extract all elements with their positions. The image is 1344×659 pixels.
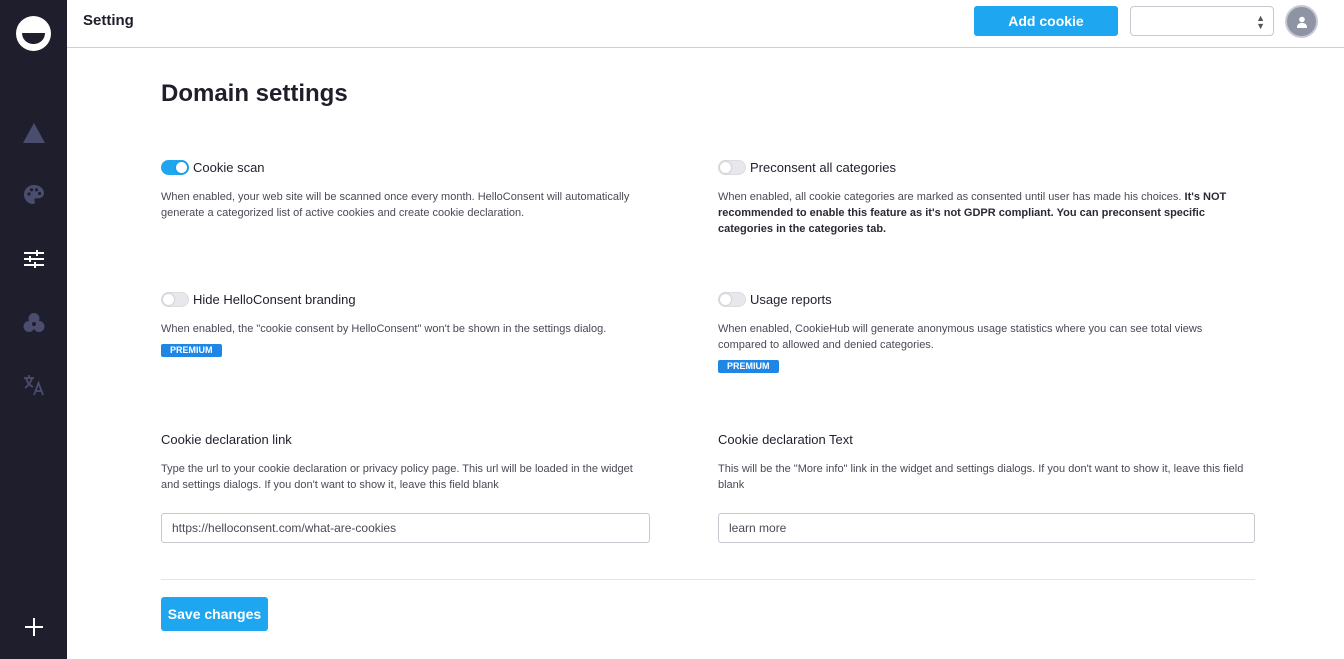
declaration-link-description: Type the url to your cookie declaration or privacy policy page. This url will be loaded in the widget and settings dialogs. If you don't want to show it, leave this field blank bbox=[161, 463, 633, 491]
domain-select[interactable] bbox=[1130, 6, 1274, 36]
sliders-icon[interactable] bbox=[21, 246, 47, 272]
declaration-link-label: Cookie declaration link bbox=[161, 432, 292, 447]
preconsent-label: Preconsent all categories bbox=[750, 160, 896, 175]
user-icon bbox=[1296, 16, 1308, 28]
premium-badge: PREMIUM bbox=[161, 344, 222, 357]
cookie-scan-description: When enabled, your web site will be scanned once every month. HelloConsent will automatically generate a categorized list of active cookies and create cookie declaration. bbox=[161, 191, 630, 219]
usage-reports-description: When enabled, CookieHub will generate anonymous usage statistics where you can see total views compared to allowed and denied categories. bbox=[718, 323, 1203, 351]
helloconsent-logo[interactable] bbox=[16, 16, 51, 51]
premium-badge: PREMIUM bbox=[718, 360, 779, 373]
preconsent-description bbox=[718, 189, 1258, 237]
divider bbox=[161, 579, 1255, 580]
cookie-scan-toggle[interactable] bbox=[161, 160, 189, 175]
hide-branding-toggle[interactable] bbox=[161, 292, 189, 307]
preconsent-description-text: When enabled, all cookie categories are marked as consented until user has made his choices. bbox=[718, 191, 1182, 203]
triangle-icon[interactable] bbox=[21, 120, 47, 146]
cookie-icon[interactable] bbox=[21, 310, 47, 336]
declaration-text-label: Cookie declaration Text bbox=[718, 432, 853, 447]
cookie-scan-label: Cookie scan bbox=[193, 160, 265, 175]
declaration-link-input[interactable] bbox=[161, 513, 650, 543]
palette-icon[interactable] bbox=[21, 182, 47, 208]
page-title: Domain settings bbox=[161, 80, 348, 107]
preconsent-toggle[interactable] bbox=[718, 160, 746, 175]
select-arrows-icon: ▲ ▼ bbox=[1256, 13, 1265, 31]
plus-icon[interactable] bbox=[21, 614, 47, 640]
usage-reports-toggle[interactable] bbox=[718, 292, 746, 307]
top-bar bbox=[67, 0, 1344, 48]
declaration-text-input[interactable] bbox=[718, 513, 1255, 543]
hide-branding-label: Hide HelloConsent branding bbox=[193, 292, 356, 307]
hide-branding-description: When enabled, the "cookie consent by HelloConsent" won't be shown in the settings dialog. bbox=[161, 323, 607, 335]
add-cookie-button[interactable]: Add cookie bbox=[974, 6, 1118, 36]
usage-reports-label: Usage reports bbox=[750, 292, 832, 307]
save-changes-button[interactable]: Save changes bbox=[161, 597, 268, 631]
translate-icon[interactable] bbox=[21, 372, 47, 398]
user-avatar[interactable] bbox=[1285, 5, 1318, 38]
sidebar bbox=[0, 0, 67, 659]
declaration-text-description: This will be the "More info" link in the widget and settings dialogs. If you don't want to show it, leave this field blank bbox=[718, 463, 1244, 491]
page-header-title: Setting bbox=[83, 12, 134, 29]
preconsent-warning: It's NOT recommended to enable this feature as it's not GDPR compliant. You can preconsent specific categories in the categories tab. bbox=[718, 191, 1227, 235]
